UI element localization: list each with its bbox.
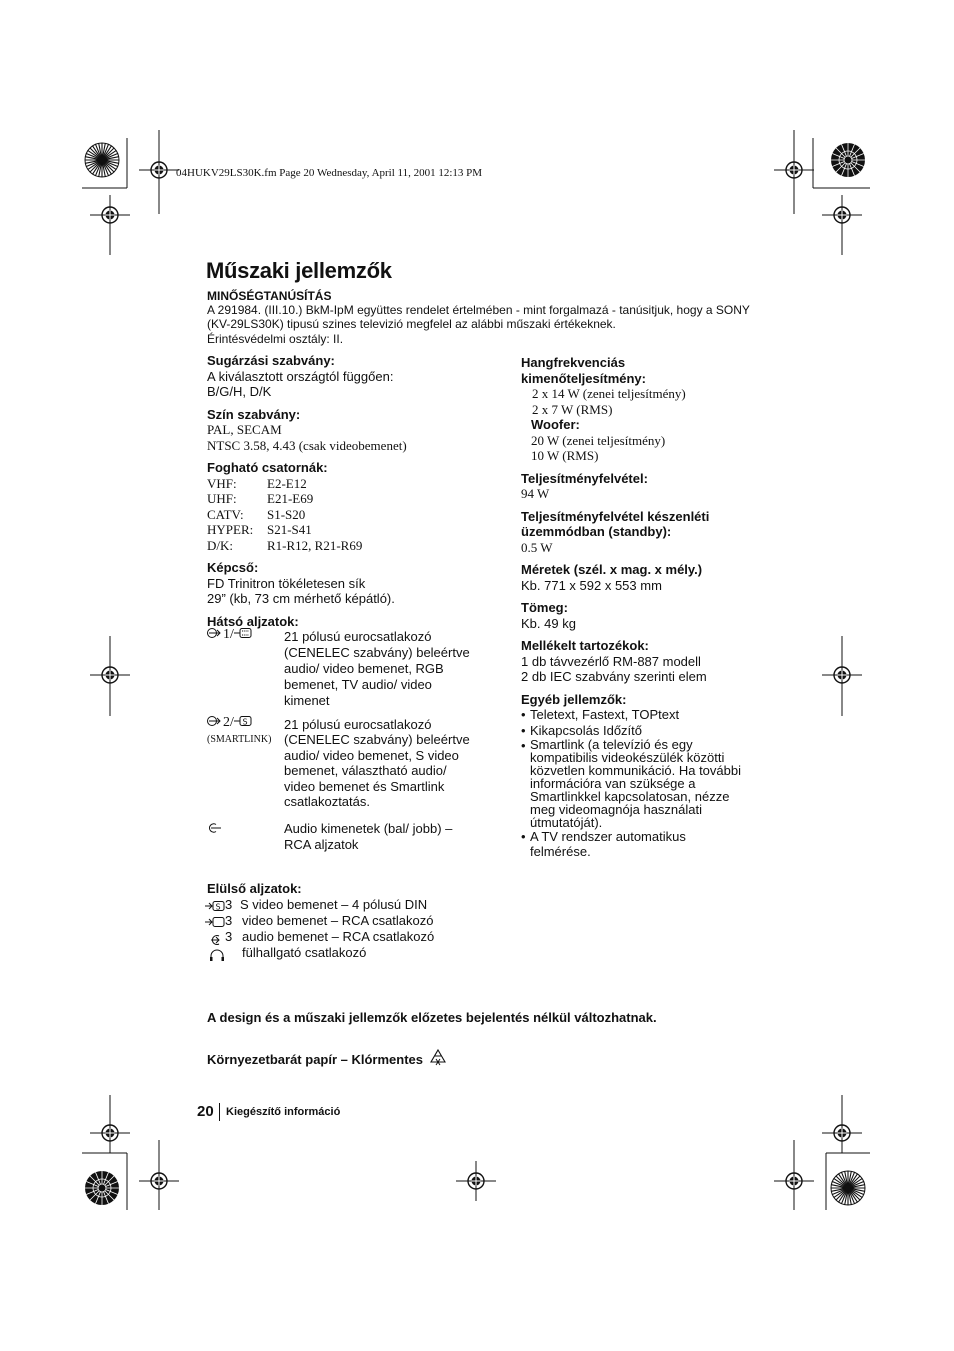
connector-number: 3	[225, 928, 233, 944]
other-item-3	[530, 738, 771, 829]
channel-range: E21-E69	[267, 491, 314, 506]
audio-out-icon	[207, 821, 223, 839]
tube-line-1: FD Trinitron tökéletesen sík	[207, 575, 366, 591]
file-header: 04HUKV29LS30K.fm Page 20 Wednesday, April 11, 2001 12:13 PM	[176, 167, 483, 179]
channel-band: HYPER:	[207, 522, 254, 537]
rear-1-text	[284, 629, 470, 709]
audio-line-4: 10 W (RMS)	[531, 448, 599, 463]
text-line: Smartlinkkel kapcsolatosan, nézze	[530, 789, 730, 804]
cert-line-1: A 291984. (III.10.) BkM-IpM együttes rendelet értelmében - mint forgalmazá - tanúsitjuk, hogy a SONY	[207, 303, 750, 317]
accessories-label: Mellékelt tartozékok:	[521, 638, 649, 653]
text-line: bemenet, választható audio/	[284, 763, 447, 779]
weight-label: Tömeg:	[521, 600, 568, 615]
power-value: 94 W	[521, 486, 550, 501]
channel-band: VHF:	[207, 475, 237, 491]
smartlink-note: (SMARTLINK)	[207, 734, 272, 745]
front-connector-row	[207, 913, 497, 929]
scart-1-number: 1/	[223, 627, 234, 642]
connector-number: 3	[225, 896, 233, 912]
scart-in-icon	[207, 627, 223, 639]
channel-row	[207, 538, 497, 554]
standby-value: 0.5 W	[521, 539, 553, 555]
dims-value: Kb. 771 x 592 x 553 mm	[521, 577, 662, 593]
other-item-4	[530, 829, 771, 859]
rear-connector-2	[207, 717, 497, 817]
svg-text:S: S	[215, 902, 221, 911]
text-line: video bemenet és Smartlink	[284, 778, 445, 794]
text-line: Audio kimenetek (bal/ jobb) –	[284, 821, 453, 836]
audio-line-3: 20 W (zenei teljesítmény)	[531, 432, 666, 448]
svg-text:S: S	[242, 717, 248, 727]
broadcast-label: Sugárzási szabvány:	[207, 353, 335, 368]
broadcast-line-1: A kiválasztott országtól függően:	[207, 368, 394, 384]
channel-band: D/K:	[207, 537, 233, 553]
text-line: közvetlen kommunikáció. Ha további	[530, 763, 741, 778]
text-line: útmutatóját).	[530, 815, 603, 830]
cert-heading: MINŐSÉGTANÚSÍTÁS	[207, 289, 332, 303]
channel-row	[207, 491, 497, 507]
audio-line-2: 2 x 7 W (RMS)	[532, 401, 613, 417]
text-line: meg videomagnója használati	[530, 802, 702, 817]
recycle-icon	[428, 1048, 448, 1073]
footer-divider	[219, 1103, 220, 1121]
connector-number: 3	[225, 912, 233, 928]
channel-row	[207, 476, 497, 492]
text-line: • Smartlink (a televízió és egy	[530, 737, 693, 752]
text-line: RCA aljzatok	[284, 837, 359, 852]
woofer-label: Woofer:	[531, 417, 580, 432]
rear-connector-1	[207, 629, 497, 715]
notice-text: A design és a műszaki jellemzők előzetes bejelentés nélkül változhatnak.	[207, 1010, 657, 1025]
page-number: 20	[197, 1103, 214, 1120]
text-line: információra van szüksége a	[530, 776, 696, 791]
tube-line-2: 29” (kb, 73 cm mérhető képátló).	[207, 591, 395, 606]
standby-label-1: Teljesítményfelvétel készenléti	[521, 508, 710, 524]
text-line: audio/ video bemenet, RGB	[284, 661, 444, 676]
dims-label: Méretek (szél. x mag. x mély.)	[521, 562, 703, 577]
front-connectors	[207, 897, 497, 961]
channel-range: S1-S20	[267, 506, 306, 522]
scart-in-icon	[207, 715, 223, 727]
other-item-1: • Teletext, Fastext, TOPtext	[530, 707, 771, 723]
scart-out-icon	[234, 627, 252, 639]
s-video-out-icon	[234, 715, 252, 727]
color-line-2: NTSC 3.58, 4.43 (csak videobemenet)	[207, 437, 407, 453]
headphones-icon	[205, 948, 227, 967]
audio-label-2: kimenőteljesítmény:	[521, 370, 646, 386]
page-title: Műszaki jellemzők	[206, 258, 392, 283]
rear-connector-3	[207, 821, 497, 861]
rear-label: Hátsó aljzatok:	[207, 613, 299, 629]
front-connector-row	[207, 929, 497, 945]
standby-label-2: üzemmódban (standby):	[521, 524, 672, 539]
front-connector-row	[207, 897, 497, 913]
text-line: (CENELEC szabvány) beleértve	[284, 645, 470, 660]
channel-range: R1-R12, R21-R69	[267, 537, 363, 553]
power-label: Teljesítményfelvétel:	[521, 470, 648, 486]
rear-3-text	[284, 821, 452, 853]
audio-label-1: Hangfrekvenciás	[521, 355, 626, 370]
channel-band: CATV:	[207, 506, 244, 522]
tube-label: Képcső:	[207, 560, 259, 575]
scart-1-symbol	[207, 627, 252, 643]
audio-line-1: 2 x 14 W (zenei teljesítmény)	[532, 386, 686, 401]
connector-description: video bemenet – RCA csatlakozó	[242, 912, 434, 928]
connector-description: fülhallgató csatlakozó	[242, 944, 367, 960]
text-line: csatlakoztatás.	[284, 794, 370, 810]
right-column	[521, 355, 771, 859]
footer-section: Kiegészítő információ	[226, 1106, 341, 1118]
cert-line-3: Érintésvédelmi osztály: II.	[207, 332, 344, 346]
cert-line-2: (KV-29LS30K) tipusú szines televizió megfelel az alábbi műszaki értékeknek.	[207, 317, 616, 331]
left-column	[207, 353, 497, 961]
color-label: Szín szabvány:	[207, 406, 301, 422]
channel-range: E2-E12	[267, 475, 307, 491]
channel-range: S21-S41	[267, 522, 312, 537]
connector-description: S video bemenet – 4 pólusú DIN	[240, 896, 428, 912]
channel-row	[207, 522, 497, 538]
broadcast-line-2: B/G/H, D/K	[207, 384, 272, 399]
scart-2-number: 2/	[223, 715, 234, 730]
text-line: kimenet	[284, 693, 330, 708]
text-line: • A TV rendszer automatikus	[530, 829, 686, 844]
paper-text: Környezetbarát papír – Klórmentes	[207, 1052, 424, 1067]
front-connector-row	[207, 945, 497, 961]
channels-table	[207, 476, 497, 554]
accessories-line-2: 2 db IEC szabvány szerinti elem	[521, 669, 707, 684]
text-line: felmérése.	[530, 844, 591, 859]
channel-band: UHF:	[207, 491, 237, 506]
channels-label: Fogható csatornák:	[207, 460, 328, 475]
color-line-1: PAL, SECAM	[207, 422, 282, 437]
other-label: Egyéb jellemzők:	[521, 691, 627, 707]
text-line: 21 pólusú eurocsatlakozó	[284, 717, 432, 732]
scart-2-symbol	[207, 715, 252, 731]
accessories-line-1: 1 db távvezérlő RM-887 modell	[521, 653, 701, 669]
other-item-2: • Kikapcsolás Időzítő	[530, 723, 771, 739]
text-line: (CENELEC szabvány) beleértve	[284, 732, 470, 748]
rear-2-text	[284, 717, 470, 809]
channel-row	[207, 507, 497, 523]
front-label: Elülső aljzatok:	[207, 881, 302, 896]
text-line: kompatibilis videokészülék közötti	[530, 750, 725, 765]
text-line: audio/ video bemenet, S video	[284, 747, 459, 763]
connector-description: audio bemenet – RCA csatlakozó	[242, 928, 435, 944]
text-line: bemenet, TV audio/ video	[284, 677, 432, 692]
weight-value: Kb. 49 kg	[521, 615, 576, 631]
text-line: 21 pólusú eurocsatlakozó	[284, 629, 432, 644]
